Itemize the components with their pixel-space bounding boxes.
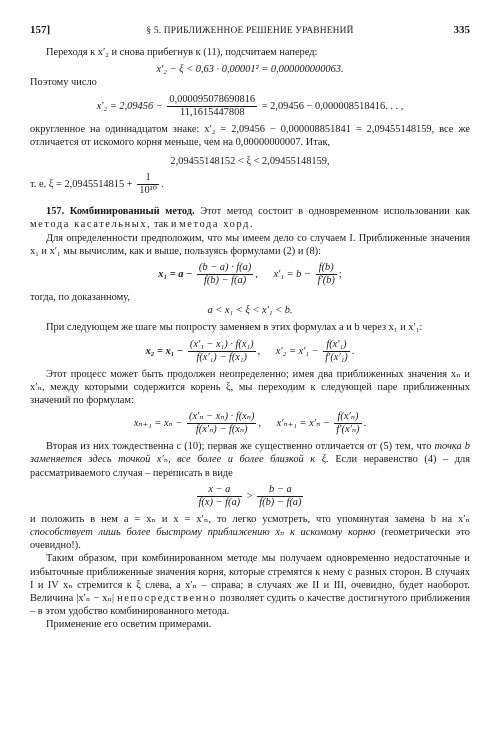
equation-general-step: xₙ₊₁ = xₙ − $\frac{\text{(x′ₙ − xₙ) · f(xₙ)}}{\text{f(x′ₙ) − f(xₙ)}}$ , x′ₙ₊₁ = x′ₙ − $\frac{\text{f(x′ₙ)}}{\text{f′(x′ₙ)}}$ .: [133, 411, 367, 436]
equation-chord-inequality: $\frac{x - a}{f(x) - f(a)}$ > $\frac{b - a}{f(b) - f(a)}$: [198, 483, 302, 508]
fraction: $\frac{1}{\text{10¹⁰}}$: [139, 172, 157, 197]
text-line: Переходя к x′₂ и снова прибегнув к (11), подсчитаем наперед:: [46, 47, 318, 58]
fraction: $\frac{(b - a) \cdot f(a)}{f(b) - f(a)}$: [198, 262, 252, 287]
paragraph: Для определенности предположим, что мы имеем дело со случаем I. Приближенные значения x₁ и x′₁ мы вычислим, как и выше, пользуясь формулами (2) и (8):: [30, 232, 470, 257]
equation-first-step: x₁ = a − $\frac{(b - a) \cdot f(a)}{f(b) - f(a)}$ , x′₁ = b − $\frac{f(b)}{f'(b)}$ ;: [158, 262, 342, 287]
equation-estimate: x′₂ − ξ < 0,63 · 0,00001² = 0,000000000063.: [156, 64, 344, 76]
fraction: $\frac{\text{(x′ₙ − xₙ) · f(xₙ)}}{\text{f(x′ₙ) − f(xₙ)}}$: [188, 411, 255, 436]
equation-inequality: a < x₁ < ξ < x′₁ < b.: [207, 305, 293, 317]
fraction: $\frac{b - a}{f(b) - f(a)}$: [259, 483, 302, 508]
paragraph: тогда, по доказанному,: [30, 292, 130, 304]
section-paragraph: 157. Комбинированный метод. Этот метод состоит в одновременном использовании как метода касательных, так и метода хорд.: [30, 206, 470, 231]
paragraph: и положить в нем a = xₙ и x = x′ₙ, то легко усмотреть, что упомянутая замена b на x′ₙ способствует лишь более быстрому приближению xₙ к искомому корню (геометрически это очевидно!).: [30, 513, 470, 552]
section-heading: 157. Комбинированный метод.: [46, 206, 195, 218]
paragraph-number-left: 157]: [30, 24, 51, 36]
paragraph: Применение его осветим примерами.: [46, 619, 212, 631]
page-number: 335: [453, 24, 470, 36]
running-header: [30, 24, 470, 40]
paragraph: Вторая из них тождественна с (10); первая же существенно отличается от (5) тем, что точка b заменяется здесь точкой x′ₙ, все более и более близкой к ξ. Если неравенство (4) – для рассматриваемого случая – переписать в виде: [30, 441, 470, 479]
equation-second-step: x₂ = x₁ − $\frac{\text{(x′₁ − x₁) · f(x₁)}}{\text{f(x′₁) − f(x₁)}}$ , x′₂ = x′₁ − $\frac{\text{f(x′₁)}}{\text{f′(x′₁)}}$ .: [145, 338, 355, 363]
fraction: $\frac{\text{(x′₁ − x₁) · f(x₁)}}{\text{f(x′₁) − f(x₁)}}$: [189, 338, 254, 363]
equation-approx: x′₂ = 2,09456 − $\frac{0,000095078690816}{11,1615447808}$ = 2,09456 − 0,000008518416. . . ,: [96, 93, 404, 118]
text-line: Поэтому число: [30, 77, 97, 89]
paragraph: Этот процесс может быть продолжен неопределенно; имея два приближенных значения xₙ и x′ₙ, между которыми содержится корень ξ, мы переходим к следующей паре приближенных значений по формулам:: [30, 368, 470, 407]
header-title: § 5. ПРИБЛИЖЕННОЕ РЕШЕНИЕ УРАВНЕНИЙ: [146, 26, 354, 36]
paragraph: При следующем же шаге мы попросту заменяем в этих формулах a и b через x₁ и x′₁:: [46, 322, 423, 334]
fraction: $\frac{0,000095078690816}{11,1615447808}$: [169, 93, 256, 118]
fraction: $\frac{f(b)}{f'(b)}$: [317, 262, 335, 287]
paragraph: округленное на одиннадцатом знаке: x′₂ = 2,09456 − 0,000008851841 = 2,09455148159, все же отличается от искомого корня меньше, чем на 0,00000000007. Итак,: [30, 123, 470, 148]
fraction: $\frac{\text{f(x′₁)}}{\text{f′(x′₁)}}$: [325, 338, 348, 363]
equation-bounds: 2,09455148152 < ξ < 2,09455148159,: [170, 156, 330, 168]
equation-root: т. е. ξ = 2,0945514815 + $\frac{1}{\text{10¹⁰}}$ .: [30, 172, 164, 197]
fraction: $\frac{x - a}{f(x) - f(a)}$: [198, 483, 241, 508]
book-page: [30, 24, 470, 736]
paragraph: Таким образом, при комбинированном методе мы получаем одновременно недостаточные и избыточные приближенные значения корня, которые стремятся к нему с разных сторон. В случаях I и IV xₙ стремится к ξ слева, а x′ₙ – справа; в случаях же II и III, очевидно, будет наоборот. Величина |x′ₙ − xₙ| непосредственно позволяет судить о качестве достигнутого приближения – в этом удобство комбинированного метода.: [30, 553, 471, 618]
fraction: $\frac{\text{f(x′ₙ)}}{\text{f′(x′ₙ)}}$: [336, 411, 360, 436]
